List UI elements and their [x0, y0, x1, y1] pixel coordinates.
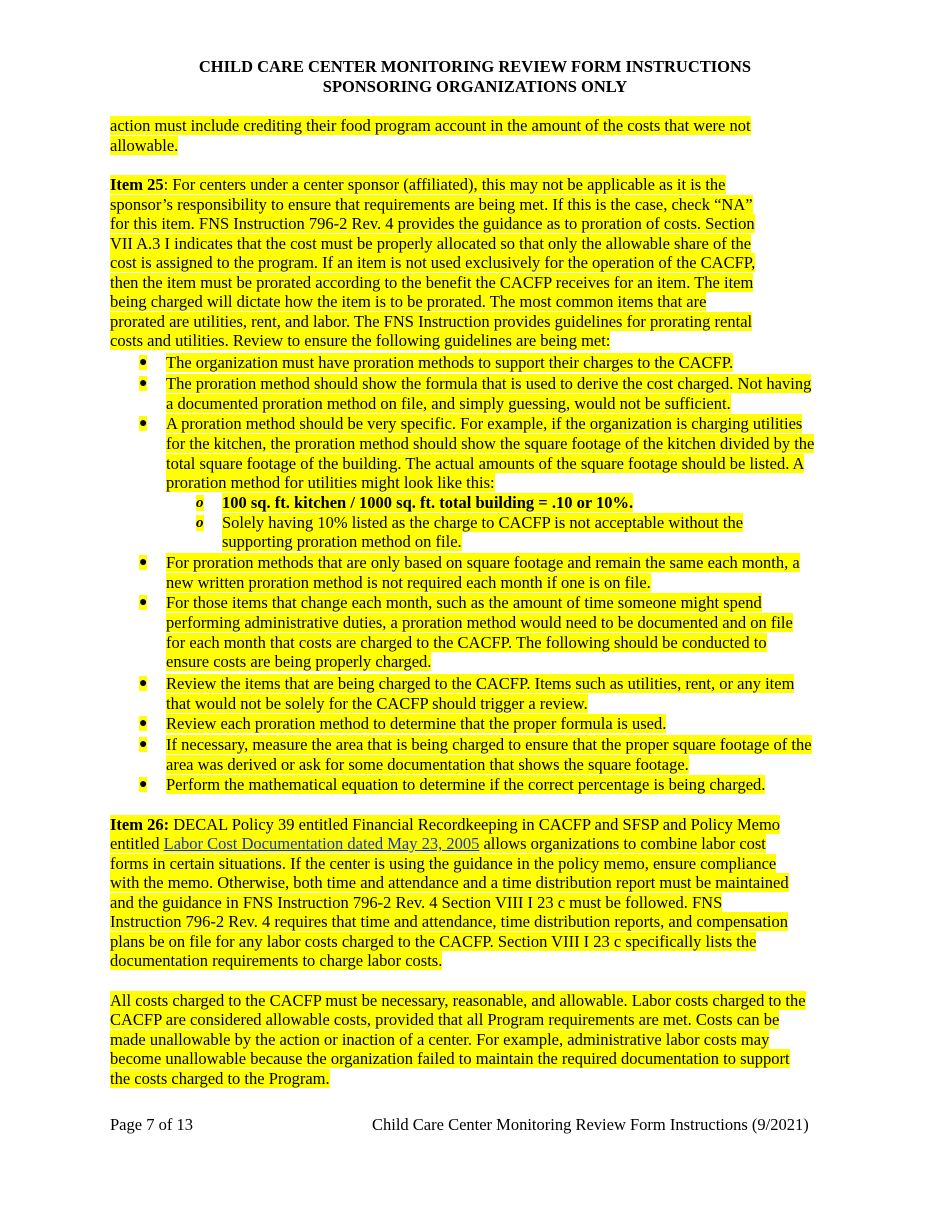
- text-line: allowable.: [110, 136, 179, 155]
- text-line: with the memo. Otherwise, both time and attendance and a time distribution report must be maintained: [110, 873, 789, 892]
- text-line: then the item must be prorated according to the benefit the CACFP receives for an item. The item: [110, 273, 754, 292]
- bullet-icon: ●: [139, 555, 148, 570]
- text-line: DECAL Policy 39 entitled Financial Recordkeeping in CACFP and SFSP and Policy Memo: [169, 815, 781, 834]
- text-line: : For centers under a center sponsor (affiliated), this may not be applicable as it is the: [163, 175, 726, 194]
- text-line: costs and utilities. Review to ensure the following guidelines are being met:: [110, 331, 611, 350]
- text-line: VII A.3 I indicates that the cost must be properly allocated so that only the allowable share of the: [110, 234, 752, 253]
- list-item-line: that would not be solely for the CACFP should trigger a review.: [166, 694, 588, 713]
- list-item: Review each proration method to determine that the proper formula is used.: [166, 714, 667, 733]
- text-line: documentation requirements to charge labor costs.: [110, 951, 443, 970]
- list-item-line: new written proration method is not required each month if one is on file.: [166, 573, 651, 592]
- bullet-icon: ●: [139, 376, 148, 391]
- list-item-line: area was derived or ask for some documentation that shows the square footage.: [166, 755, 689, 774]
- list-item: The proration method should show the formula that is used to derive the cost charged. Not having: [166, 374, 812, 393]
- text-line: prorated are utilities, rent, and labor. The FNS Instruction provides guidelines for prorating rental: [110, 312, 753, 331]
- list-item-line: supporting proration method on file.: [222, 532, 462, 551]
- list-item-line: a documented proration method on file, and simply guessing, would not be sufficient.: [166, 394, 731, 413]
- list-item: If necessary, measure the area that is being charged to ensure that the proper square footage of the: [166, 735, 812, 754]
- sub-bullet-icon: o: [196, 515, 204, 531]
- page-number: Page 7 of 13: [110, 1115, 193, 1134]
- footer-document-title: Child Care Center Monitoring Review Form Instructions (9/2021): [372, 1115, 809, 1134]
- list-item: Solely having 10% listed as the charge to CACFP is not acceptable without the: [222, 513, 744, 532]
- text-line: become unallowable because the organization failed to maintain the required documentation to support: [110, 1049, 790, 1068]
- list-item-line: proration method for utilities might look like this:: [166, 473, 495, 492]
- list-item-line: performing administrative duties, a proration method would need to be documented and on file: [166, 613, 793, 632]
- page-title: CHILD CARE CENTER MONITORING REVIEW FORM INSTRUCTIONS: [198, 57, 752, 76]
- labor-cost-documentation-link[interactable]: Labor Cost Documentation dated May 23, 2005: [163, 834, 480, 853]
- list-item: Perform the mathematical equation to determine if the correct percentage is being charged.: [166, 775, 766, 794]
- text-line: for this item. FNS Instruction 796-2 Rev. 4 provides the guidance as to proration of costs. Section: [110, 214, 755, 233]
- bullet-icon: ●: [139, 737, 148, 752]
- text-line: entitled: [110, 834, 164, 853]
- text-line: the costs charged to the Program.: [110, 1069, 330, 1088]
- text-line: Instruction 796-2 Rev. 4 requires that time and attendance, time distribution reports, and compensation: [110, 912, 789, 931]
- item-26-label: Item 26:: [110, 815, 170, 834]
- text-line: allows organizations to combine labor cost: [479, 834, 766, 853]
- list-item: The organization must have proration methods to support their charges to the CACFP.: [166, 353, 734, 372]
- text-line: All costs charged to the CACFP must be necessary, reasonable, and allowable. Labor costs charged to the: [110, 991, 806, 1010]
- bullet-icon: ●: [139, 676, 148, 691]
- bullet-icon: ●: [139, 416, 148, 431]
- list-item-line: total square footage of the building. The actual amounts of the square footage should be listed. A: [166, 454, 805, 473]
- sub-bullet-icon: o: [196, 495, 204, 511]
- text-line: and the guidance in FNS Instruction 796-2 Rev. 4 Section VIII I 23 c must be followed. FNS: [110, 893, 723, 912]
- text-line: sponsor’s responsibility to ensure that requirements are being met. If this is the case, check “NA”: [110, 195, 753, 214]
- list-item: A proration method should be very specific. For example, if the organization is charging utilities: [166, 414, 803, 433]
- bullet-icon: ●: [139, 355, 148, 370]
- text-line: made unallowable by the action or inaction of a center. For example, administrative labor costs may: [110, 1030, 770, 1049]
- bullet-icon: ●: [139, 777, 148, 792]
- bullet-icon: ●: [139, 595, 148, 610]
- list-item-line: for the kitchen, the proration method should show the square footage of the kitchen divided by the: [166, 434, 815, 453]
- item-25-label: Item 25: [110, 175, 164, 194]
- list-item: For proration methods that are only based on square footage and remain the same each month, a: [166, 553, 800, 572]
- page-subtitle: SPONSORING ORGANIZATIONS ONLY: [322, 77, 628, 96]
- list-item: 100 sq. ft. kitchen / 1000 sq. ft. total building = .10 or 10%.: [222, 493, 634, 512]
- list-item: For those items that change each month, such as the amount of time someone might spend: [166, 593, 762, 612]
- text-line: CACFP are considered allowable costs, provided that all Program requirements are met. Costs can be: [110, 1010, 780, 1029]
- text-line: being charged will dictate how the item is to be prorated. The most common items that are: [110, 292, 707, 311]
- bullet-icon: ●: [139, 716, 148, 731]
- text-line: plans be on file for any labor costs charged to the CACFP. Section VIII I 23 c specifically lists the: [110, 932, 757, 951]
- list-item: Review the items that are being charged to the CACFP. Items such as utilities, rent, or any item: [166, 674, 795, 693]
- list-item-line: ensure costs are being properly charged.: [166, 652, 432, 671]
- text-line: cost is assigned to the program. If an item is not used exclusively for the operation of the CACFP,: [110, 253, 756, 272]
- text-line: action must include crediting their food program account in the amount of the costs that were not: [110, 116, 751, 135]
- text-line: forms in certain situations. If the center is using the guidance in the policy memo, ensure compliance: [110, 854, 777, 873]
- list-item-line: for each month that costs are charged to the CACFP. The following should be conducted to: [166, 633, 767, 652]
